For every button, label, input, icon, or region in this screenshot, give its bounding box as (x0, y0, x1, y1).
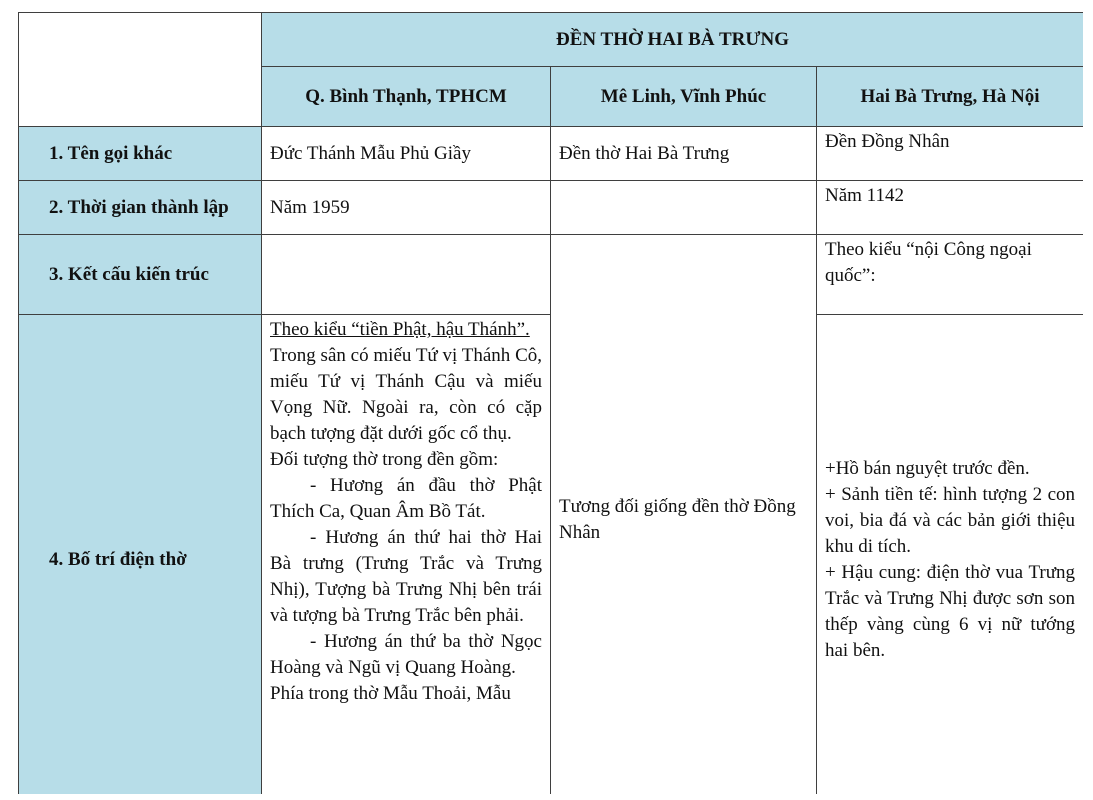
paragraph: - Hương án đầu thờ Phật Thích Ca, Quan Âm Bồ Tát. (270, 475, 542, 522)
paragraph: + Hậu cung: điện thờ vua Trưng Trắc và Trưng Nhị được sơn son thếp vàng cùng 6 vị nữ tướng hai bên. (825, 561, 1076, 661)
column-header-binh-thanh: Q. Bình Thạnh, TPHCM (262, 67, 551, 127)
cell-thoi-gian-hai-ba-trung: Năm 1142 (817, 181, 1084, 235)
cell-bo-tri-hai-ba-trung (817, 315, 1084, 795)
row-label-thoi-gian-thanh-lap: 2. Thời gian thành lập (19, 181, 262, 235)
row-label-ket-cau-kien-truc: 3. Kết cấu kiến trúc (19, 235, 262, 315)
cell-bo-tri-binh-thanh (262, 315, 551, 795)
paragraph: Đối tượng thờ trong đền gồm: (270, 449, 499, 470)
paragraph: Trong sân có miếu Tứ vị Thánh Cô, miếu Tứ vị Thánh Cậu và miếu Vọng Nữ. Ngoài ra, còn có cặp bạch tượng đặt dưới gốc cổ thụ. (270, 345, 542, 444)
cell-thoi-gian-binh-thanh: Năm 1959 (262, 181, 551, 235)
comparison-table (18, 12, 1083, 794)
paragraph: - Hương án thứ ba thờ Ngọc Hoàng và Ngũ vị Quang Hoàng. (270, 631, 542, 678)
table-title: ĐỀN THỜ HAI BÀ TRƯNG (262, 13, 1084, 67)
paragraph: + Sảnh tiền tế: hình tượng 2 con voi, bia đá và các bản giới thiệu khu di tích. (825, 483, 1076, 557)
column-header-me-linh: Mê Linh, Vĩnh Phúc (551, 67, 817, 127)
cell-ten-goi-hai-ba-trung: Đền Đồng Nhân (817, 127, 1084, 181)
cell-ket-cau-binh-thanh (262, 235, 551, 315)
table-corner-cell (19, 13, 262, 127)
cell-ten-goi-me-linh: Đền thờ Hai Bà Trưng (551, 127, 817, 181)
cell-thoi-gian-me-linh (551, 181, 817, 235)
document-page (18, 12, 1083, 794)
row-label-bo-tri-dien-tho: 4. Bố trí điện thờ (19, 315, 262, 795)
cell-ket-cau-hai-ba-trung: Theo kiểu “nội Công ngoại quốc”: (817, 235, 1084, 315)
paragraph: +Hồ bán nguyệt trước đền. (825, 457, 1030, 479)
cell-ten-goi-binh-thanh: Đức Thánh Mẫu Phủ Giầy (262, 127, 551, 181)
paragraph: Phía trong thờ Mẫu Thoải, Mẫu (270, 683, 511, 704)
cell-ket-cau-me-linh: Tương đối giống đền thờ Đồng Nhân (551, 235, 817, 795)
paragraph: - Hương án thứ hai thờ Hai Bà trưng (Trưng Trắc và Trưng Nhị), Tượng bà Trưng Nhị bên trái và tượng bà Trưng Trắc bên phải. (270, 527, 542, 626)
column-header-hai-ba-trung: Hai Bà Trưng, Hà Nội (817, 67, 1084, 127)
row-label-ten-goi-khac: 1. Tên gọi khác (19, 127, 262, 181)
paragraph: Theo kiểu “tiền Phật, hậu Thánh”. (270, 319, 530, 340)
